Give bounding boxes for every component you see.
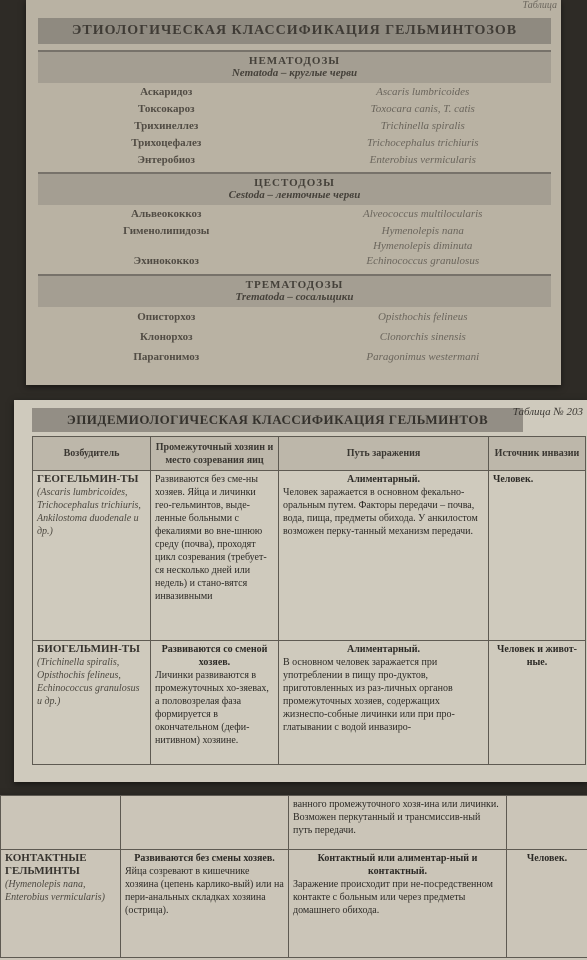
disease-name: Гименолипидозы	[123, 224, 210, 237]
source-text: Человек.	[493, 474, 534, 485]
disease-name: Трихинеллез	[134, 119, 199, 132]
table-row	[38, 100, 551, 117]
host-lead: Развиваются без смены хозяев.	[134, 853, 275, 864]
table-row	[38, 83, 551, 100]
agent-name: Trichocephalus trichiuris	[366, 136, 479, 149]
trematodes-group	[38, 274, 551, 367]
agent-name: Enterobius vermicularis	[369, 153, 476, 166]
host-text: Развиваются без сме-ны хозяев. Яйца и личинки гео-гельминтов, выде-ленные больными с фекалиями во вне-шнюю среду (почва), проходят цикл созревания (требует-ся несколько дней или недель) и стано-вятся инвазивными	[155, 474, 267, 602]
species-list: (Hymenolepis nana, Enterobius vermicularis)	[5, 879, 105, 903]
agent-name: Paragonimus westermani	[366, 351, 480, 363]
header-route: Путь заражения	[279, 437, 489, 471]
agent-name: Opisthochis felineus	[377, 311, 468, 323]
table-number: Таблица № 203	[512, 406, 583, 418]
disease-name: Парагонимоз	[133, 351, 200, 363]
species-list: (Ascaris lumbricoides, Trichocephalus trichiuris, Ankilostoma duodenale и др.)	[37, 487, 141, 537]
route-text: Заражение происходит при не-посредственном контакте с больным или через предметы домашнего обихода.	[293, 879, 493, 916]
group-name: КОНТАКТНЫЕ ГЕЛЬМИНТЫ	[5, 852, 87, 877]
cestodes-group	[38, 172, 551, 269]
epidemiological-table	[32, 436, 586, 765]
disease-name: Токсокароз	[138, 102, 195, 115]
etiological-classification-photo	[26, 0, 561, 385]
source-text: Человек.	[526, 853, 568, 864]
disease-name: Энтеробиоз	[137, 153, 195, 166]
etiological-title: ЭТИОЛОГИЧЕСКАЯ КЛАССИФИКАЦИЯ ГЕЛЬМИНТОЗОВ	[38, 18, 551, 44]
nematodes-group	[38, 50, 551, 168]
table-row	[1, 796, 587, 850]
agent-name: Hymenolepis diminuta	[373, 239, 473, 252]
group-name: ТРЕМАТОДОЗЫ	[245, 279, 344, 291]
epidemiological-classification-photo	[14, 400, 587, 782]
header-source: Источник инвазии	[489, 437, 586, 471]
agent-name: Hymenolepis nana	[381, 224, 464, 237]
source-text: Человек и живот-ные.	[497, 644, 577, 668]
route-lead: Алиментарный.	[346, 474, 421, 485]
disease-name: Трихоцефалез	[131, 136, 202, 149]
table-row	[38, 222, 551, 239]
host-lead: Развиваются со сменой хозяев.	[161, 644, 268, 668]
table-row	[38, 117, 551, 134]
table-row	[33, 471, 586, 641]
disease-name: Описторхоз	[137, 311, 196, 323]
route-text: ванного промежуточного хозя-ина или личинки. Возможен перкутанный и трансмиссив-ный путь передачи.	[293, 799, 499, 836]
table-row	[33, 641, 586, 765]
epidemiological-continuation-photo	[0, 795, 587, 960]
disease-name: Клонорхоз	[139, 331, 193, 343]
table-row	[38, 307, 551, 327]
table-row	[38, 134, 551, 151]
host-text: Личинки развиваются в промежуточных хо-зяевах, а половозрелая фаза формируется в окончательном (дефи-нитивном) хозяине.	[155, 670, 269, 746]
agent-name: Ascaris lumbricoides	[376, 85, 470, 98]
route-lead: Алиментарный.	[346, 644, 421, 655]
group-name: НЕМАТОДОЗЫ	[248, 55, 341, 67]
table-row	[38, 347, 551, 367]
group-subtitle: Nematoda – круглые черви	[231, 67, 358, 79]
group-subtitle: Trematoda – сосальщики	[235, 291, 354, 303]
group-name: ГЕОГЕЛЬМИН-ТЫ	[37, 473, 139, 485]
agent-name: Clonorchis sinensis	[379, 331, 466, 343]
disease-name: Альвеококкоз	[131, 207, 202, 220]
epidemiological-table-continued	[0, 795, 587, 958]
agent-name: Alveococcus multilocularis	[363, 207, 483, 220]
disease-name: Аскаридоз	[140, 85, 193, 98]
route-text: Человек заражается в основном фекально-оральным путем. Факторы передачи – почва, вода, пища, предметы обихода. У анкилостом возможен перку-танный механизм передачи.	[283, 487, 478, 537]
disease-name: Эхинококкоз	[133, 254, 199, 267]
group-name: ЦЕСТОДОЗЫ	[254, 177, 335, 189]
table-row	[38, 252, 551, 269]
route-lead: Контактный или алиментар-ный и контактный.	[317, 853, 478, 877]
species-list: (Trichinella spiralis, Opisthochis felineus, Echinococcus granulosus и др.)	[37, 657, 140, 707]
table-row	[38, 239, 551, 252]
agent-name: Trichinella spiralis	[380, 119, 465, 132]
epidemiological-title: ЭПИДЕМИОЛОГИЧЕСКАЯ КЛАССИФИКАЦИЯ ГЕЛЬМИНТОВ	[32, 408, 523, 432]
table-header-row	[33, 437, 586, 471]
corner-note: Таблица	[522, 0, 557, 11]
route-text: В основном человек заражается при употреблении в пищу про-дуктов, приготовленных из раз-личных органов промежуточных хозяев, содержащих жизнеспо-собные личинки или при про-глатывании с водой инвазиро-	[283, 657, 455, 733]
group-subtitle: Cestoda – ленточные черви	[228, 189, 361, 201]
table-row	[38, 205, 551, 222]
group-name: БИОГЕЛЬМИН-ТЫ	[37, 643, 140, 655]
header-host: Промежуточный хозяин и место созревания яиц	[151, 437, 279, 471]
header-agent: Возбудитель	[33, 437, 151, 471]
agent-name: Echinococcus granulosus	[366, 254, 480, 267]
host-text: Яйца созревают в кишечнике хозяина (цепень карлико-вый) или на пери-анальных складках хозяина (острица).	[125, 866, 284, 916]
agent-name: Toxocara canis, T. catis	[370, 102, 475, 115]
table-row	[38, 151, 551, 168]
table-row	[38, 327, 551, 347]
table-row	[1, 850, 587, 958]
